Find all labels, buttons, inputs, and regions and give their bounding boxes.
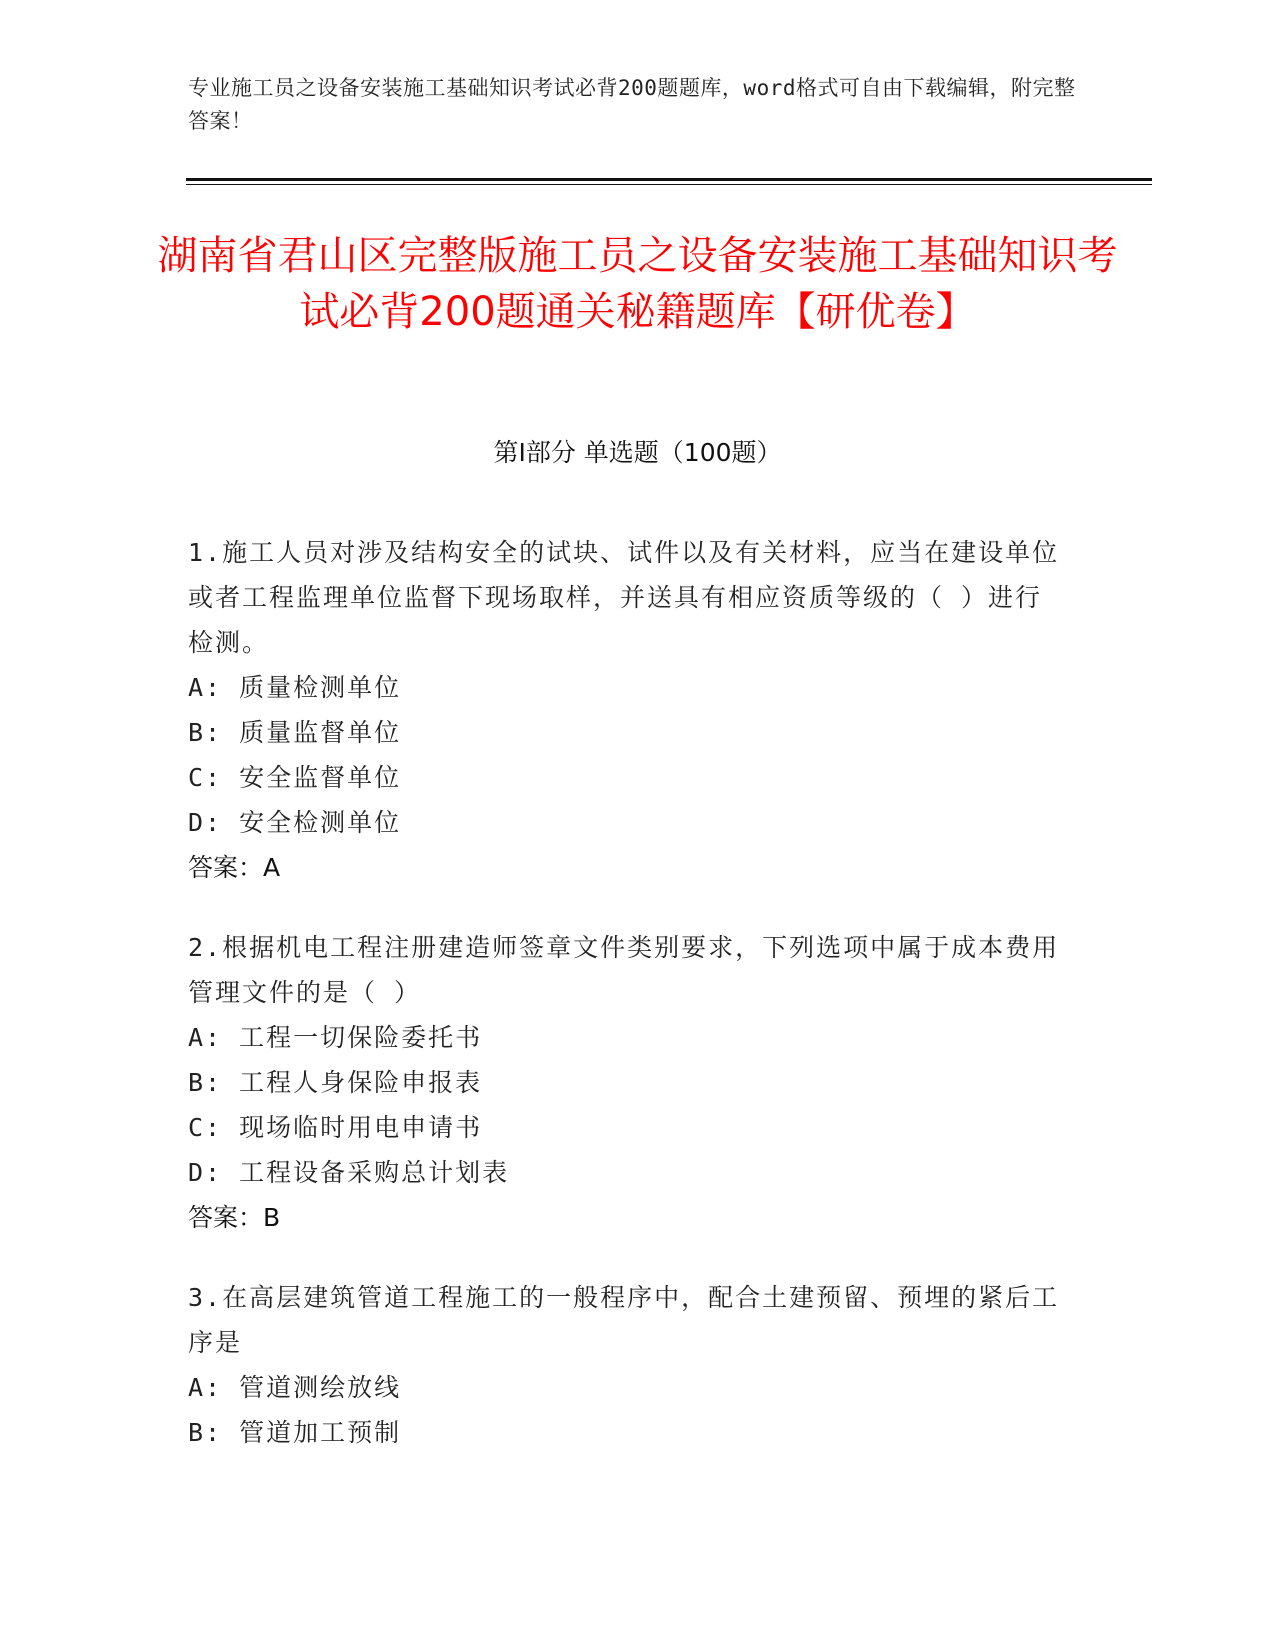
question-item-2 bbox=[188, 925, 1068, 1240]
option-b: B: 工程人身保险申报表 bbox=[188, 1068, 483, 1097]
option-b: B: 质量监督单位 bbox=[188, 718, 402, 747]
header-divider-thin bbox=[186, 184, 1152, 185]
header-note: 专业施工员之设备安装施工基础知识考试必背200题题库，word格式可自由下载编辑，附完整答案！ bbox=[188, 76, 1076, 133]
answer-line: 答案：B bbox=[188, 1203, 281, 1232]
option-a: A: 质量检测单位 bbox=[188, 673, 402, 702]
question-item-3 bbox=[188, 1275, 1068, 1455]
question-item-1 bbox=[188, 530, 1068, 890]
option-d: D: 安全检测单位 bbox=[188, 808, 402, 837]
option-a: A: 管道测绘放线 bbox=[188, 1373, 402, 1402]
question-stem: 1.施工人员对涉及结构安全的试块、试件以及有关材料，应当在建设单位或者工程监理单位监督下现场取样，并送具有相应资质等级的（ ）进行检测。 bbox=[188, 538, 1060, 657]
question-list bbox=[188, 530, 1068, 1490]
option-c: C: 安全监督单位 bbox=[188, 763, 402, 792]
section-title: 第Ⅰ部分 单选题（100题） bbox=[493, 438, 782, 467]
question-stem: 2.根据机电工程注册建造师签章文件类别要求，下列选项中属于成本费用管理文件的是（ ） bbox=[188, 933, 1060, 1007]
option-a: A: 工程一切保险委托书 bbox=[188, 1023, 483, 1052]
question-stem: 3.在高层建筑管道工程施工的一般程序中，配合土建预留、预埋的紧后工序是 bbox=[188, 1283, 1060, 1357]
option-d: D: 工程设备采购总计划表 bbox=[188, 1158, 510, 1187]
option-b: B: 管道加工预制 bbox=[188, 1418, 402, 1447]
option-c: C: 现场临时用电申请书 bbox=[188, 1113, 483, 1142]
answer-line: 答案：A bbox=[188, 853, 281, 882]
document-title: 湖南省君山区完整版施工员之设备安装施工基础知识考试必背200题通关秘籍题库【研优卷】 bbox=[157, 233, 1118, 335]
header-divider-thick bbox=[186, 178, 1152, 181]
